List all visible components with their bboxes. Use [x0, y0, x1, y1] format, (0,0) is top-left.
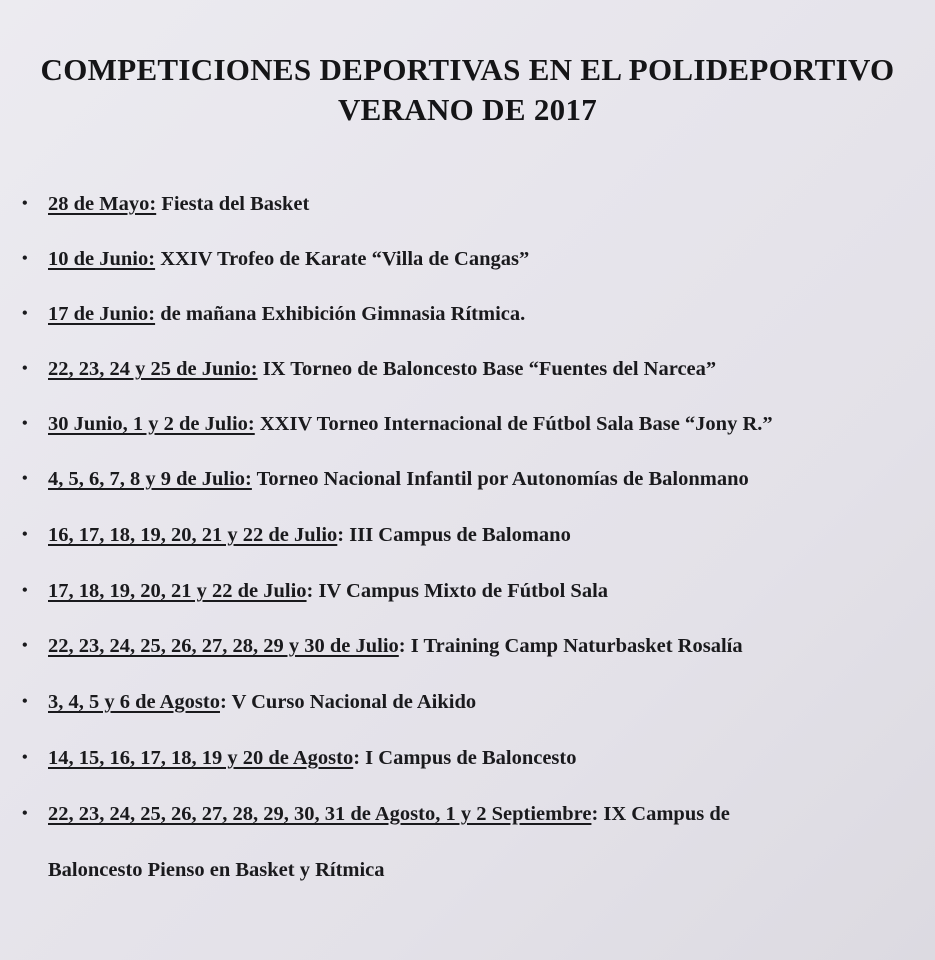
event-date: 3, 4, 5 y 6 de Agosto	[48, 691, 220, 713]
event-name: : V Curso Nacional de Aikido	[219, 691, 477, 713]
list-item	[22, 413, 773, 436]
event-date: 10 de Junio:	[48, 248, 156, 270]
event-name: : I Campus de Baloncesto	[353, 747, 577, 769]
list-item	[22, 691, 476, 714]
event-date: 14, 15, 16, 17, 18, 19 y 20 de Agosto	[48, 747, 354, 769]
bullet-icon: •	[22, 637, 28, 654]
event-name-continuation: Baloncesto Pienso en Basket y Rítmica	[48, 859, 385, 881]
event-date: 22, 23, 24, 25, 26, 27, 28, 29, 30, 31 de Agosto, 1 y 2 Septiembre	[48, 803, 592, 825]
list-item	[22, 635, 743, 658]
event-name: Torneo Nacional Infantil por Autonomías de Balonmano	[251, 468, 749, 490]
event-date: 28 de Mayo:	[48, 193, 157, 215]
event-date: 16, 17, 18, 19, 20, 21 y 22 de Julio	[48, 524, 338, 546]
event-name: XXIV Torneo Internacional de Fútbol Sala Base “Jony R.”	[254, 413, 773, 435]
bullet-icon: •	[22, 250, 28, 267]
event-name: : I Training Camp Naturbasket Rosalía	[398, 635, 743, 657]
bullet-icon: •	[22, 582, 28, 599]
bullet-icon: •	[22, 805, 28, 822]
list-item	[22, 303, 525, 326]
event-date: 17, 18, 19, 20, 21 y 22 de Julio	[48, 580, 307, 602]
bullet-icon: •	[22, 195, 28, 212]
event-date: 22, 23, 24, 25, 26, 27, 28, 29 y 30 de Julio	[48, 635, 399, 657]
list-item	[22, 248, 529, 271]
event-name: : IV Campus Mixto de Fútbol Sala	[306, 580, 609, 602]
list-item	[22, 803, 730, 826]
document-subtitle: VERANO DE 2017	[337, 92, 598, 127]
bullet-icon: •	[22, 305, 28, 322]
bullet-icon: •	[22, 470, 28, 487]
event-name: de mañana Exhibición Gimnasia Rítmica.	[155, 303, 526, 325]
bullet-icon: •	[22, 360, 28, 377]
list-item	[22, 193, 309, 216]
event-name: : IX Campus de	[591, 803, 730, 825]
list-item	[22, 358, 716, 381]
event-date: 22, 23, 24 y 25 de Junio:	[48, 358, 258, 380]
document-title: COMPETICIONES DEPORTIVAS EN EL POLIDEPORTIVO	[40, 52, 895, 87]
event-name: IX Torneo de Baloncesto Base “Fuentes del Narcea”	[257, 358, 717, 380]
event-date: 4, 5, 6, 7, 8 y 9 de Julio:	[48, 468, 252, 490]
bullet-icon: •	[22, 693, 28, 710]
event-name: Fiesta del Basket	[156, 193, 310, 215]
list-item	[22, 468, 749, 491]
event-name: : III Campus de Balomano	[337, 524, 571, 546]
bullet-icon: •	[22, 749, 28, 766]
bullet-icon: •	[22, 526, 28, 543]
event-name: XXIV Trofeo de Karate “Villa de Cangas”	[155, 248, 530, 270]
event-date: 17 de Junio:	[48, 303, 156, 325]
list-item	[22, 747, 576, 770]
list-item	[22, 580, 608, 603]
event-date: 30 Junio, 1 y 2 de Julio:	[48, 413, 255, 435]
list-item	[22, 524, 571, 547]
bullet-icon: •	[22, 415, 28, 432]
